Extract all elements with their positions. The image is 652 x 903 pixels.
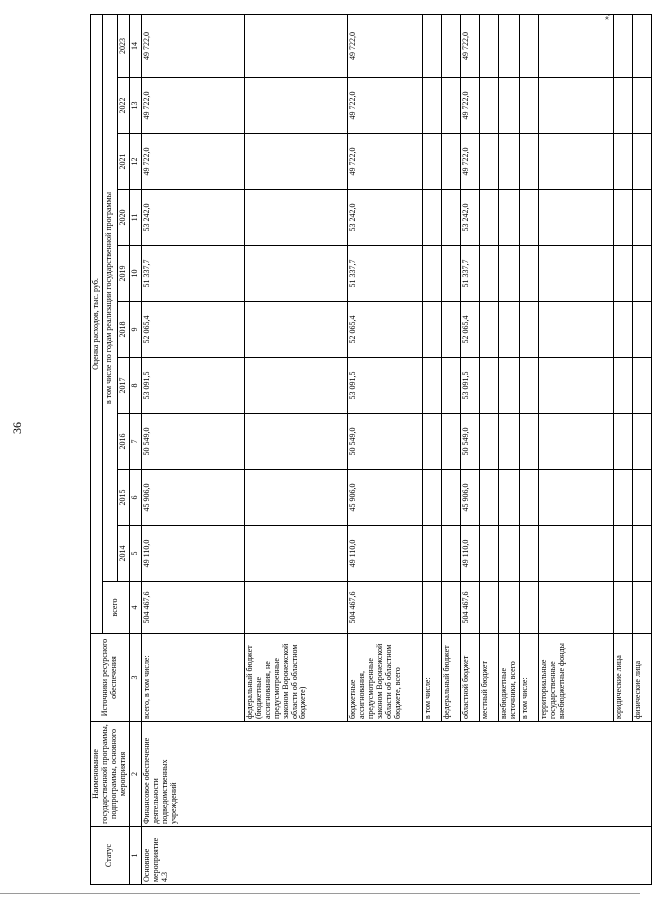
column-number: 6 (129, 470, 141, 526)
column-number: 11 (129, 190, 141, 246)
year-value-cell (498, 14, 519, 77)
year-value-cell (632, 414, 651, 470)
year-value-cell (632, 358, 651, 414)
year-value-cell (498, 302, 519, 358)
year-value-cell: 49 722,0 (141, 78, 244, 134)
year-value-cell (632, 134, 651, 190)
header-by-year: в том числе по годам реализации государственной программы (102, 14, 117, 581)
header-year: 2016 (117, 414, 129, 470)
year-value-cell (613, 414, 632, 470)
column-number: 3 (129, 634, 141, 722)
year-value-cell: 49 110,0 (460, 526, 479, 582)
year-value-cell (479, 302, 498, 358)
header-year: 2014 (117, 526, 129, 582)
year-value-cell (441, 78, 460, 134)
table-body (141, 14, 651, 884)
year-value-cell (479, 526, 498, 582)
year-value-cell (441, 190, 460, 246)
year-value-cell (479, 190, 498, 246)
year-value-cell (519, 302, 538, 358)
total-value-cell (632, 582, 651, 634)
year-value-cell: 50 549,0 (141, 414, 244, 470)
rotated-table-container (90, 15, 642, 885)
year-value-cell (441, 302, 460, 358)
year-value-cell (632, 302, 651, 358)
year-value-cell (479, 358, 498, 414)
year-value-cell: 52 065,4 (460, 302, 479, 358)
total-value-cell (538, 582, 613, 634)
year-value-cell (244, 358, 347, 414)
year-value-cell: 49 722,0 (141, 14, 244, 77)
year-value-cell (441, 358, 460, 414)
year-value-cell (498, 470, 519, 526)
total-value-cell (479, 582, 498, 634)
source-cell: внебюджетные источники, всего (498, 634, 519, 722)
total-value-cell: 504 467,6 (141, 582, 244, 634)
column-number: 13 (129, 78, 141, 134)
year-value-cell (422, 470, 441, 526)
year-value-cell (519, 414, 538, 470)
year-value-cell (498, 134, 519, 190)
source-cell: бюджетные ассигнования, предусмотренные законом Воронежской области об областном бюджете, всего (347, 634, 422, 722)
total-value-cell: 504 467,6 (460, 582, 479, 634)
year-value-cell (632, 470, 651, 526)
year-value-cell (632, 526, 651, 582)
status-cell: Основное мероприятие 4.3 (141, 827, 651, 885)
year-value-cell (244, 526, 347, 582)
year-value-cell (519, 134, 538, 190)
year-value-cell (244, 414, 347, 470)
column-number: 7 (129, 414, 141, 470)
year-value-cell (538, 302, 613, 358)
year-value-cell (422, 358, 441, 414)
column-number: 10 (129, 246, 141, 302)
year-value-cell (538, 134, 613, 190)
year-value-cell (519, 470, 538, 526)
year-value-cell (632, 14, 651, 77)
year-value-cell (498, 526, 519, 582)
year-value-cell (613, 358, 632, 414)
year-value-cell: 53 091,5 (347, 358, 422, 414)
activity-name-cell: Финансовое обеспечение деятельности подведомственных учреждений (141, 722, 651, 827)
year-value-cell (422, 78, 441, 134)
column-number: 5 (129, 526, 141, 582)
year-value-cell (244, 190, 347, 246)
year-value-cell (613, 470, 632, 526)
year-value-cell (498, 190, 519, 246)
year-value-cell (441, 526, 460, 582)
year-value-cell (613, 526, 632, 582)
total-value-cell (441, 582, 460, 634)
year-value-cell (244, 470, 347, 526)
year-value-cell: 50 549,0 (460, 414, 479, 470)
source-cell: юридические лица (613, 634, 632, 722)
source-cell: в том числе: (422, 634, 441, 722)
table-row (141, 14, 244, 884)
year-value-cell: 45 906,0 (347, 470, 422, 526)
year-value-cell: 49 722,0 (460, 78, 479, 134)
year-value-cell (422, 190, 441, 246)
header-year: 2023 (117, 14, 129, 77)
year-value-cell (244, 14, 347, 77)
year-value-cell (479, 14, 498, 77)
year-value-cell (632, 78, 651, 134)
year-value-cell: 49 722,0 (460, 134, 479, 190)
column-number: 1 (129, 827, 141, 885)
source-cell: федеральный бюджет (бюджетные ассигнования, не предусмотренные законом Воронежской области об областном бюджете) (244, 634, 347, 722)
year-value-cell (613, 134, 632, 190)
column-number: 12 (129, 134, 141, 190)
source-cell: физические лица (632, 634, 651, 722)
year-value-cell: 49 722,0 (347, 134, 422, 190)
total-value-cell (244, 582, 347, 634)
year-value-cell: 45 906,0 (460, 470, 479, 526)
year-value-cell (498, 78, 519, 134)
year-value-cell: 49 110,0 (347, 526, 422, 582)
year-value-cell: 53 091,5 (141, 358, 244, 414)
year-value-cell (422, 526, 441, 582)
year-value-cell (441, 470, 460, 526)
year-value-cell: 51 337,7 (460, 246, 479, 302)
year-value-cell (441, 14, 460, 77)
year-value-cell (538, 358, 613, 414)
year-value-cell (422, 414, 441, 470)
year-value-cell: 49 722,0 (141, 134, 244, 190)
year-value-cell (422, 14, 441, 77)
year-value-cell (479, 414, 498, 470)
year-value-cell: 51 337,7 (347, 246, 422, 302)
year-value-cell: 45 906,0 (141, 470, 244, 526)
header-sources: Источники ресурсного обеспечения (91, 634, 130, 722)
year-value-cell (498, 358, 519, 414)
year-value-cell (498, 246, 519, 302)
column-number: 8 (129, 358, 141, 414)
header-year: 2018 (117, 302, 129, 358)
year-value-cell: 52 065,4 (347, 302, 422, 358)
year-value-cell: 49 722,0 (347, 14, 422, 77)
total-value-cell (422, 582, 441, 634)
year-value-cell: 49 722,0 (347, 78, 422, 134)
year-value-cell (613, 246, 632, 302)
year-value-cell (538, 78, 613, 134)
corner-mark: », (602, 14, 611, 20)
year-value-cell (479, 134, 498, 190)
year-value-cell (538, 246, 613, 302)
year-value-cell (538, 190, 613, 246)
column-number: 14 (129, 14, 141, 77)
header-year: 2021 (117, 134, 129, 190)
year-value-cell (519, 526, 538, 582)
year-value-cell: 53 242,0 (141, 190, 244, 246)
header-year: 2017 (117, 358, 129, 414)
year-value-cell: 52 065,4 (141, 302, 244, 358)
year-value-cell (519, 78, 538, 134)
year-value-cell (519, 246, 538, 302)
header-total: всего (102, 582, 129, 634)
source-cell: областной бюджет (460, 634, 479, 722)
year-value-cell (244, 78, 347, 134)
year-value-cell (422, 246, 441, 302)
year-value-cell: 50 549,0 (347, 414, 422, 470)
source-cell: территориальные государственные внебюджетные фонды (538, 634, 613, 722)
source-cell: федеральный бюджет (441, 634, 460, 722)
total-value-cell: 504 467,6 (347, 582, 422, 634)
expenditure-table (90, 14, 652, 885)
year-value-cell (498, 414, 519, 470)
year-value-cell (538, 470, 613, 526)
header-year: 2022 (117, 78, 129, 134)
header-name: Наименование государственной программы, подпрограммы, основного мероприятия (91, 722, 130, 827)
year-value-cell (632, 246, 651, 302)
year-value-cell (613, 14, 632, 77)
year-value-cell: 49 722,0 (460, 14, 479, 77)
year-value-cell (479, 246, 498, 302)
page-bottom-rule (0, 893, 640, 894)
header-status: Статус (91, 827, 130, 885)
year-value-cell (538, 14, 613, 77)
year-value-cell (244, 246, 347, 302)
year-value-cell (479, 470, 498, 526)
year-value-cell (613, 302, 632, 358)
header-year: 2019 (117, 246, 129, 302)
column-number: 2 (129, 722, 141, 827)
year-value-cell (519, 14, 538, 77)
year-value-cell (613, 190, 632, 246)
year-value-cell: 53 091,5 (460, 358, 479, 414)
column-number: 4 (129, 582, 141, 634)
year-value-cell (422, 302, 441, 358)
year-value-cell (632, 190, 651, 246)
year-value-cell (244, 302, 347, 358)
header-estimate: Оценка расходов, тыс. руб. (91, 14, 103, 633)
year-value-cell (538, 414, 613, 470)
total-value-cell (613, 582, 632, 634)
year-value-cell: 51 337,7 (141, 246, 244, 302)
column-number: 9 (129, 302, 141, 358)
year-value-cell (519, 190, 538, 246)
year-value-cell (244, 134, 347, 190)
year-value-cell: 49 110,0 (141, 526, 244, 582)
year-value-cell (441, 134, 460, 190)
year-value-cell (422, 134, 441, 190)
year-value-cell: 53 242,0 (460, 190, 479, 246)
year-value-cell (441, 246, 460, 302)
total-value-cell (498, 582, 519, 634)
source-cell: в том числе: (519, 634, 538, 722)
year-value-cell (441, 414, 460, 470)
year-value-cell (519, 358, 538, 414)
year-value-cell (479, 78, 498, 134)
total-value-cell (519, 582, 538, 634)
year-value-cell (613, 78, 632, 134)
year-value-cell (538, 526, 613, 582)
year-value-cell: 53 242,0 (347, 190, 422, 246)
source-cell: всего, в том числе: (141, 634, 244, 722)
header-year: 2020 (117, 190, 129, 246)
header-year: 2015 (117, 470, 129, 526)
source-cell: местный бюджет (479, 634, 498, 722)
page-number: 36 (10, 422, 24, 434)
